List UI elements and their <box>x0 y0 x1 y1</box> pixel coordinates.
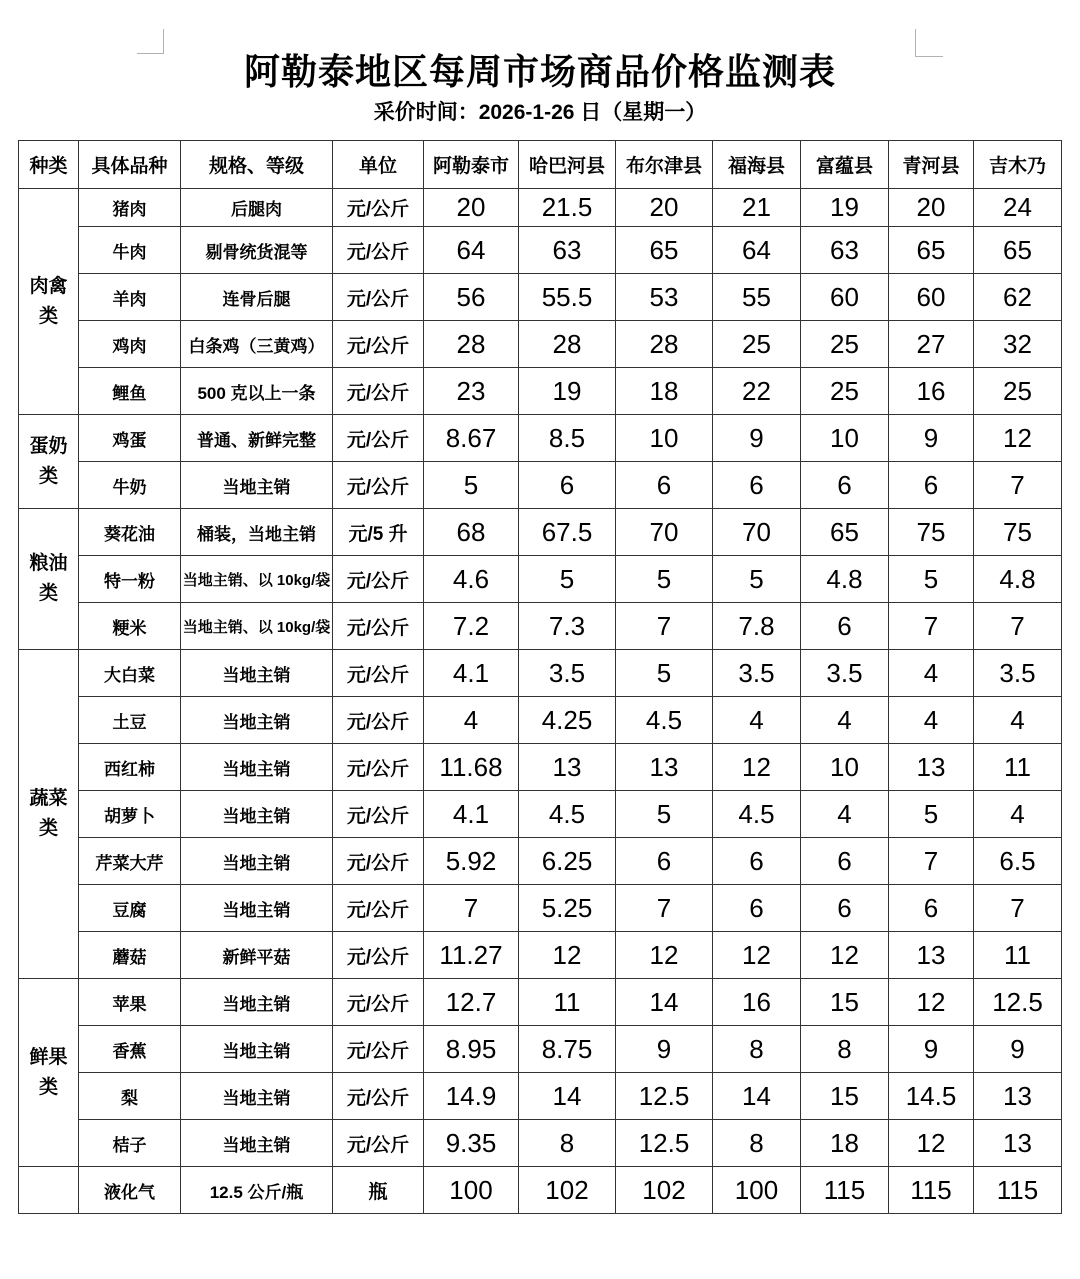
column-header: 福海县 <box>713 141 801 189</box>
product-name-cell: 粳米 <box>79 603 181 650</box>
price-cell: 4 <box>889 650 974 697</box>
price-cell: 75 <box>974 509 1062 556</box>
price-cell: 10 <box>801 744 889 791</box>
column-header: 青河县 <box>889 141 974 189</box>
price-cell: 13 <box>889 744 974 791</box>
spec-cell: 当地主销 <box>181 838 333 885</box>
price-cell: 8 <box>801 1026 889 1073</box>
price-cell: 16 <box>889 368 974 415</box>
price-cell: 9 <box>889 415 974 462</box>
product-name-cell: 苹果 <box>79 979 181 1026</box>
spec-cell: 新鲜平菇 <box>181 932 333 979</box>
unit-cell: 元/公斤 <box>333 556 424 603</box>
price-cell: 3.5 <box>713 650 801 697</box>
product-name-cell: 芹菜大芹 <box>79 838 181 885</box>
column-header: 富蕴县 <box>801 141 889 189</box>
price-cell: 21.5 <box>519 189 616 227</box>
price-cell: 65 <box>616 227 713 274</box>
unit-cell: 元/公斤 <box>333 274 424 321</box>
price-cell: 75 <box>889 509 974 556</box>
column-header: 种类 <box>19 141 79 189</box>
price-cell: 6.25 <box>519 838 616 885</box>
price-cell: 25 <box>974 368 1062 415</box>
unit-cell: 元/公斤 <box>333 415 424 462</box>
price-cell: 64 <box>713 227 801 274</box>
product-name-cell: 鲤鱼 <box>79 368 181 415</box>
price-cell: 6 <box>801 603 889 650</box>
product-name-cell: 胡萝卜 <box>79 791 181 838</box>
price-cell: 64 <box>424 227 519 274</box>
price-cell: 5 <box>616 650 713 697</box>
price-cell: 12 <box>616 932 713 979</box>
price-cell: 7 <box>974 885 1062 932</box>
product-row <box>19 697 1062 744</box>
price-cell: 70 <box>616 509 713 556</box>
price-cell: 4.5 <box>713 791 801 838</box>
price-cell: 7 <box>616 885 713 932</box>
price-cell: 55.5 <box>519 274 616 321</box>
price-cell: 65 <box>801 509 889 556</box>
price-cell: 4 <box>713 697 801 744</box>
unit-cell: 元/公斤 <box>333 189 424 227</box>
price-cell: 12 <box>713 932 801 979</box>
price-cell: 8.67 <box>424 415 519 462</box>
price-cell: 63 <box>801 227 889 274</box>
price-cell: 27 <box>889 321 974 368</box>
price-cell: 6 <box>801 838 889 885</box>
spec-cell: 普通、新鲜完整 <box>181 415 333 462</box>
spec-cell: 12.5 公斤/瓶 <box>181 1167 333 1214</box>
price-cell: 13 <box>889 932 974 979</box>
price-cell: 12.5 <box>974 979 1062 1026</box>
price-cell: 7 <box>424 885 519 932</box>
price-cell: 63 <box>519 227 616 274</box>
category-cell: 鲜果 类 <box>19 979 79 1167</box>
table-header <box>19 141 1062 189</box>
unit-cell: 元/公斤 <box>333 791 424 838</box>
product-row <box>19 509 1062 556</box>
product-row <box>19 979 1062 1026</box>
price-cell: 14.5 <box>889 1073 974 1120</box>
price-cell: 23 <box>424 368 519 415</box>
price-cell: 3.5 <box>974 650 1062 697</box>
price-cell: 5 <box>616 556 713 603</box>
spec-cell: 当地主销 <box>181 744 333 791</box>
product-name-cell: 特一粉 <box>79 556 181 603</box>
page-margin-corner-left-icon <box>137 29 164 54</box>
unit-cell: 元/公斤 <box>333 932 424 979</box>
column-header: 单位 <box>333 141 424 189</box>
page-title: 阿勒泰地区每周市场商品价格监测表 <box>243 51 836 92</box>
price-cell: 6 <box>889 885 974 932</box>
price-cell: 8 <box>519 1120 616 1167</box>
spec-cell: 白条鸡（三黄鸡） <box>181 321 333 368</box>
spec-cell: 当地主销 <box>181 1120 333 1167</box>
price-cell: 9 <box>889 1026 974 1073</box>
product-row <box>19 650 1062 697</box>
product-row <box>19 415 1062 462</box>
unit-cell: 元/5 升 <box>333 509 424 556</box>
unit-cell: 元/公斤 <box>333 697 424 744</box>
price-cell: 67.5 <box>519 509 616 556</box>
spec-cell: 桶装，当地主销 <box>181 509 333 556</box>
price-cell: 8.75 <box>519 1026 616 1073</box>
category-cell: 肉禽 类 <box>19 189 79 415</box>
price-cell: 5.25 <box>519 885 616 932</box>
price-cell: 20 <box>424 189 519 227</box>
price-cell: 9.35 <box>424 1120 519 1167</box>
unit-cell: 元/公斤 <box>333 368 424 415</box>
page-margin-corner-right-icon <box>915 29 943 57</box>
price-cell: 4.1 <box>424 791 519 838</box>
price-cell: 56 <box>424 274 519 321</box>
price-cell: 12 <box>889 1120 974 1167</box>
unit-cell: 元/公斤 <box>333 227 424 274</box>
price-cell: 115 <box>889 1167 974 1214</box>
price-cell: 6 <box>801 462 889 509</box>
price-cell: 18 <box>801 1120 889 1167</box>
spec-cell: 后腿肉 <box>181 189 333 227</box>
table-body <box>19 189 1062 1214</box>
price-cell: 6 <box>616 838 713 885</box>
column-header: 具体品种 <box>79 141 181 189</box>
price-cell: 60 <box>801 274 889 321</box>
price-cell: 11.27 <box>424 932 519 979</box>
price-cell: 13 <box>974 1073 1062 1120</box>
price-cell: 13 <box>519 744 616 791</box>
product-row <box>19 1167 1062 1214</box>
price-cell: 7 <box>974 603 1062 650</box>
price-cell: 24 <box>974 189 1062 227</box>
product-name-cell: 羊肉 <box>79 274 181 321</box>
product-row <box>19 462 1062 509</box>
price-cell: 7 <box>889 603 974 650</box>
price-cell: 5 <box>616 791 713 838</box>
header-row <box>19 141 1062 189</box>
price-cell: 7 <box>616 603 713 650</box>
product-row <box>19 603 1062 650</box>
column-header: 吉木乃 <box>974 141 1062 189</box>
product-row <box>19 744 1062 791</box>
unit-cell: 元/公斤 <box>333 744 424 791</box>
price-cell: 4.8 <box>974 556 1062 603</box>
spec-cell: 当地主销 <box>181 650 333 697</box>
price-cell: 9 <box>713 415 801 462</box>
price-cell: 7.3 <box>519 603 616 650</box>
price-cell: 15 <box>801 979 889 1026</box>
price-cell: 6 <box>713 462 801 509</box>
price-cell: 8 <box>713 1026 801 1073</box>
price-cell: 9 <box>974 1026 1062 1073</box>
spec-cell: 当地主销 <box>181 697 333 744</box>
category-cell: 粮油 类 <box>19 509 79 650</box>
product-row <box>19 1120 1062 1167</box>
product-name-cell: 大白菜 <box>79 650 181 697</box>
price-cell: 25 <box>713 321 801 368</box>
spec-cell: 当地主销 <box>181 462 333 509</box>
price-cell: 102 <box>616 1167 713 1214</box>
product-row <box>19 368 1062 415</box>
product-name-cell: 牛奶 <box>79 462 181 509</box>
price-cell: 32 <box>974 321 1062 368</box>
price-cell: 8.5 <box>519 415 616 462</box>
price-cell: 21 <box>713 189 801 227</box>
price-cell: 65 <box>974 227 1062 274</box>
price-cell: 4.5 <box>616 697 713 744</box>
price-cell: 53 <box>616 274 713 321</box>
price-cell: 12.5 <box>616 1120 713 1167</box>
price-cell: 4 <box>801 697 889 744</box>
price-cell: 6 <box>519 462 616 509</box>
price-cell: 20 <box>616 189 713 227</box>
price-cell: 6 <box>713 885 801 932</box>
product-name-cell: 鸡蛋 <box>79 415 181 462</box>
category-cell: 蛋奶 类 <box>19 415 79 509</box>
price-cell: 5 <box>889 791 974 838</box>
spec-cell: 当地主销 <box>181 1073 333 1120</box>
price-cell: 28 <box>616 321 713 368</box>
price-cell: 25 <box>801 368 889 415</box>
unit-cell: 元/公斤 <box>333 838 424 885</box>
price-cell: 22 <box>713 368 801 415</box>
product-row <box>19 274 1062 321</box>
product-name-cell: 液化气 <box>79 1167 181 1214</box>
spec-cell: 当地主销、以 10kg/袋 <box>181 556 333 603</box>
price-cell: 16 <box>713 979 801 1026</box>
product-name-cell: 梨 <box>79 1073 181 1120</box>
unit-cell: 元/公斤 <box>333 1026 424 1073</box>
price-cell: 6 <box>889 462 974 509</box>
product-name-cell: 香蕉 <box>79 1026 181 1073</box>
product-row <box>19 1026 1062 1073</box>
price-cell: 6 <box>801 885 889 932</box>
price-cell: 7 <box>889 838 974 885</box>
price-cell: 12 <box>889 979 974 1026</box>
price-cell: 12.7 <box>424 979 519 1026</box>
category-cell <box>19 1167 79 1214</box>
price-cell: 7.8 <box>713 603 801 650</box>
price-cell: 12 <box>974 415 1062 462</box>
price-cell: 5 <box>519 556 616 603</box>
price-cell: 11 <box>519 979 616 1026</box>
price-cell: 3.5 <box>519 650 616 697</box>
price-cell: 12 <box>801 932 889 979</box>
price-cell: 115 <box>974 1167 1062 1214</box>
price-cell: 4.5 <box>519 791 616 838</box>
price-cell: 4 <box>974 697 1062 744</box>
product-row <box>19 932 1062 979</box>
product-row <box>19 556 1062 603</box>
product-row <box>19 1073 1062 1120</box>
price-cell: 28 <box>519 321 616 368</box>
column-header: 阿勒泰市 <box>424 141 519 189</box>
price-cell: 12.5 <box>616 1073 713 1120</box>
price-cell: 14 <box>616 979 713 1026</box>
unit-cell: 元/公斤 <box>333 462 424 509</box>
price-cell: 115 <box>801 1167 889 1214</box>
product-name-cell: 蘑菇 <box>79 932 181 979</box>
price-cell: 5 <box>424 462 519 509</box>
price-cell: 65 <box>889 227 974 274</box>
product-name-cell: 猪肉 <box>79 189 181 227</box>
unit-cell: 元/公斤 <box>333 321 424 368</box>
column-header: 布尔津县 <box>616 141 713 189</box>
product-name-cell: 西红柿 <box>79 744 181 791</box>
price-cell: 68 <box>424 509 519 556</box>
unit-cell: 元/公斤 <box>333 603 424 650</box>
product-row <box>19 885 1062 932</box>
price-cell: 4 <box>889 697 974 744</box>
price-cell: 19 <box>519 368 616 415</box>
product-name-cell: 土豆 <box>79 697 181 744</box>
unit-cell: 瓶 <box>333 1167 424 1214</box>
price-cell: 8.95 <box>424 1026 519 1073</box>
price-cell: 20 <box>889 189 974 227</box>
price-cell: 14 <box>713 1073 801 1120</box>
product-name-cell: 鸡肉 <box>79 321 181 368</box>
price-cell: 4.8 <box>801 556 889 603</box>
spec-cell: 当地主销、以 10kg/袋 <box>181 603 333 650</box>
spec-cell: 当地主销 <box>181 1026 333 1073</box>
price-cell: 11 <box>974 932 1062 979</box>
price-cell: 15 <box>801 1073 889 1120</box>
price-cell: 12 <box>713 744 801 791</box>
price-cell: 4.1 <box>424 650 519 697</box>
product-row <box>19 189 1062 227</box>
unit-cell: 元/公斤 <box>333 650 424 697</box>
product-row <box>19 321 1062 368</box>
price-cell: 18 <box>616 368 713 415</box>
spec-cell: 当地主销 <box>181 979 333 1026</box>
price-cell: 13 <box>974 1120 1062 1167</box>
spec-cell: 当地主销 <box>181 791 333 838</box>
price-cell: 4 <box>974 791 1062 838</box>
price-table <box>18 140 1062 1214</box>
price-cell: 4 <box>424 697 519 744</box>
price-cell: 60 <box>889 274 974 321</box>
price-cell: 14 <box>519 1073 616 1120</box>
price-cell: 9 <box>616 1026 713 1073</box>
product-name-cell: 牛肉 <box>79 227 181 274</box>
spec-cell: 当地主销 <box>181 885 333 932</box>
product-row <box>19 227 1062 274</box>
price-cell: 5 <box>713 556 801 603</box>
price-cell: 6 <box>616 462 713 509</box>
unit-cell: 元/公斤 <box>333 885 424 932</box>
price-cell: 11 <box>974 744 1062 791</box>
price-cell: 10 <box>616 415 713 462</box>
spec-cell: 剔骨统货混等 <box>181 227 333 274</box>
product-name-cell: 豆腐 <box>79 885 181 932</box>
product-name-cell: 葵花油 <box>79 509 181 556</box>
unit-cell: 元/公斤 <box>333 979 424 1026</box>
price-cell: 3.5 <box>801 650 889 697</box>
category-cell: 蔬菜 类 <box>19 650 79 979</box>
price-cell: 5.92 <box>424 838 519 885</box>
unit-cell: 元/公斤 <box>333 1073 424 1120</box>
price-cell: 4.6 <box>424 556 519 603</box>
price-cell: 12 <box>519 932 616 979</box>
product-row <box>19 838 1062 885</box>
price-cell: 19 <box>801 189 889 227</box>
price-cell: 100 <box>424 1167 519 1214</box>
price-cell: 4 <box>801 791 889 838</box>
price-cell: 62 <box>974 274 1062 321</box>
column-header: 规格、等级 <box>181 141 333 189</box>
price-cell: 6 <box>713 838 801 885</box>
price-cell: 5 <box>889 556 974 603</box>
spec-cell: 500 克以上一条 <box>181 368 333 415</box>
price-cell: 14.9 <box>424 1073 519 1120</box>
price-cell: 7.2 <box>424 603 519 650</box>
price-cell: 10 <box>801 415 889 462</box>
price-cell: 13 <box>616 744 713 791</box>
price-cell: 8 <box>713 1120 801 1167</box>
price-cell: 102 <box>519 1167 616 1214</box>
price-cell: 11.68 <box>424 744 519 791</box>
price-cell: 4.25 <box>519 697 616 744</box>
price-cell: 28 <box>424 321 519 368</box>
product-name-cell: 桔子 <box>79 1120 181 1167</box>
column-header: 哈巴河县 <box>519 141 616 189</box>
product-row <box>19 791 1062 838</box>
survey-date: 采价时间：2026-1-26 日（星期一） <box>373 101 707 124</box>
unit-cell: 元/公斤 <box>333 1120 424 1167</box>
price-cell: 70 <box>713 509 801 556</box>
price-cell: 100 <box>713 1167 801 1214</box>
spec-cell: 连骨后腿 <box>181 274 333 321</box>
price-cell: 7 <box>974 462 1062 509</box>
price-cell: 6.5 <box>974 838 1062 885</box>
price-cell: 55 <box>713 274 801 321</box>
price-cell: 25 <box>801 321 889 368</box>
